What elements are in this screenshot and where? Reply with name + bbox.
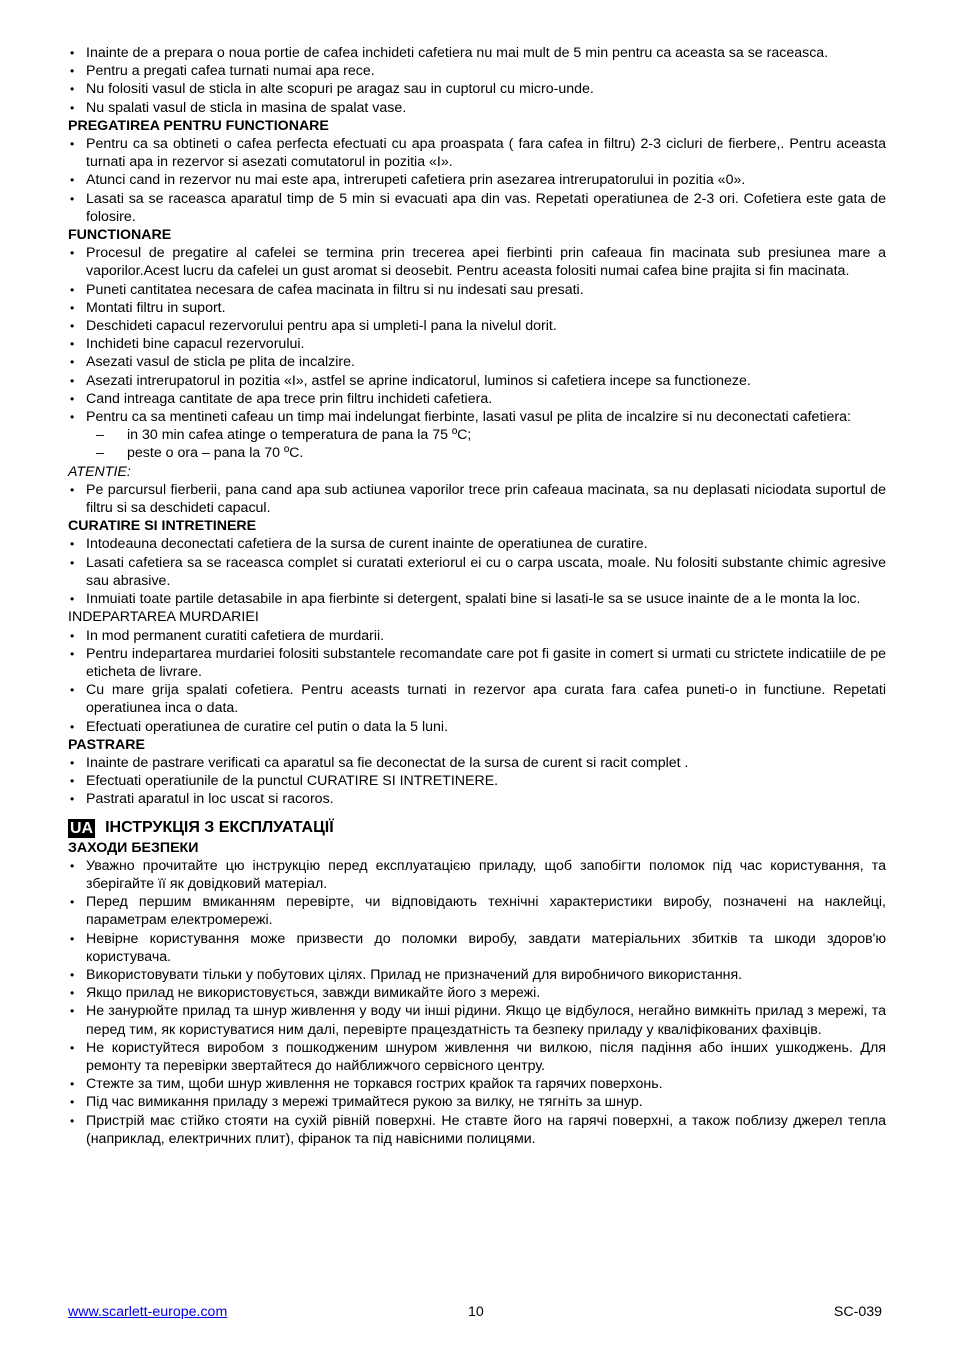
list-item: • Pentru indepartarea murdariei folositi substantele recomandate care pot fi gasite in comert si urmati cu strictete indicatiile de pe eticheta de livrare. bbox=[68, 645, 886, 681]
list-item: – peste o ora – pana la 70 ºC. bbox=[86, 444, 886, 462]
list-item: • Стежте за тим, щоби шнур живлення не торкався гострих крайок та гарячих поверхонь. bbox=[68, 1075, 886, 1093]
list-item: • Якщо прилад не використовується, завжди вимикайте його з мережі. bbox=[68, 984, 886, 1002]
function-sublist bbox=[68, 426, 886, 462]
storage-list bbox=[68, 754, 886, 809]
intro-list bbox=[68, 44, 886, 117]
list-item: • Intodeauna deconectati cafetiera de la sursa de curent inainte de operatiunea de curatire. bbox=[68, 535, 886, 553]
list-item: • Efectuati operatiunile de la punctul CURATIRE SI INTRETINERE. bbox=[68, 772, 886, 790]
section-heading-prep: PREGATIREA PENTRU FUNCTIONARE bbox=[68, 117, 329, 134]
website-link[interactable]: www.scarlett-europe.com bbox=[68, 1304, 228, 1320]
list-item: • Asezati vasul de sticla pe plita de incalzire. bbox=[68, 353, 886, 371]
model-number: SC-039 bbox=[833, 1304, 882, 1320]
list-item: • Pentru a pregati cafea turnati numai apa rece. bbox=[68, 62, 886, 80]
attention-label: ATENTIE: bbox=[68, 463, 131, 480]
cleaning-list bbox=[68, 535, 886, 608]
list-item: • Nu folositi vasul de sticla in alte scopuri pe aragaz sau in cuptorul cu micro-unde. bbox=[68, 80, 886, 98]
list-item: • Inchideti bine capacul rezervorului. bbox=[68, 335, 886, 353]
list-item: • Atunci cand in rezervor nu mai este apa, intrerupeti cafetiera prin asezarea intrerupatorului in pozitia «0». bbox=[68, 171, 886, 189]
list-item: • Lasati sa se raceasca aparatul timp de 5 min si evacuati apa din vas. Repetati operatiunea de 2-3 ori. Cofetiera este gata de folosire. bbox=[68, 190, 886, 226]
list-item: • Nu spalati vasul de sticla in masina de spalat vase. bbox=[68, 99, 886, 117]
section-heading-cleaning: CURATIRE SI INTRETINERE bbox=[68, 518, 257, 535]
document-page bbox=[68, 44, 886, 1148]
function-list bbox=[68, 244, 886, 426]
list-item: • Пристрій має стійко стояти на сухій рівній поверхні. Не ставте його на гарячі поверхні, а також поблизу джерел тепла (наприклад, електричних плит), фіранок та під навісними полицями. bbox=[68, 1112, 886, 1148]
list-item: • Невірне користування може призвести до поломки виробу, завдати матеріальних збитків та шкоди здоров'ю користувача. bbox=[68, 930, 886, 966]
list-item: • Pentru ca sa obtineti o cafea perfecta efectuati cu apa proaspata ( fara cafea in filtru) 2-3 cicluri de fierbere,. Pentru aceasta turnati apa in rezervor si asezati comutatorul in pozitia «I». bbox=[68, 135, 886, 171]
list-item: • Efectuati operatiunea de curatire cel putin o data la 5 luni. bbox=[68, 718, 886, 736]
list-item: • Inmuiati toate partile detasabile in apa fierbinte si detergent, spalati bine si lasati-le sa se usuce inainte de a le monta la loc. bbox=[68, 590, 886, 608]
prep-list bbox=[68, 135, 886, 226]
descaling-list bbox=[68, 627, 886, 736]
list-item: • Inainte de pastrare verificati ca aparatul sa fie deconectat de la sursa de curent si racit complet . bbox=[68, 754, 886, 772]
attention-list bbox=[68, 481, 886, 517]
list-item: • Asezati intrerupatorul in pozitia «I», astfel se aprine indicatorul, luminos si cafetiera incepe sa functioneze. bbox=[68, 372, 886, 390]
list-item: • In mod permanent curatiti cafetiera de murdarii. bbox=[68, 627, 886, 645]
list-item: • Inainte de a prepara o noua portie de cafea inchideti cafetiera nu mai mult de 5 min pentru ca aceasta sa se raceasca. bbox=[68, 44, 886, 62]
list-item: • Під час вимикання приладу з мережі тримайтеся рукою за вилку, не тягніть за шнур. bbox=[68, 1093, 886, 1111]
language-badge: UA bbox=[70, 820, 94, 838]
list-item: • Cu mare grija spalati cofetiera. Pentru aceasts turnati in rezervor apa curata fara cafea puneti-o in functiune. Repetati operatiunea inca o data. bbox=[68, 681, 886, 717]
section-heading-descaling: INDEPARTAREA MURDARIEI bbox=[68, 609, 259, 626]
list-item: • Cand intreaga cantitate de apa trece prin filtru inchideti cafetiera. bbox=[68, 390, 886, 408]
list-item: • Lasati cafetiera sa se raceasca complet si curatati exteriorul ei cu o carpa uscata, moale. Nu folositi substante chimic agresive sau abrasive. bbox=[68, 554, 886, 590]
list-item: • Pe parcursul fierberii, pana cand apa sub actiunea vaporilor trece prin cafeaua macinata, sa nu deplasati niciodata suportul de filtru si sa deschideti capacul. bbox=[68, 481, 886, 517]
section-heading-function: FUNCTIONARE bbox=[68, 227, 172, 244]
list-item: • Montati filtru in suport. bbox=[68, 299, 886, 317]
page-footer bbox=[68, 1304, 886, 1322]
list-item: • Перед першим вмиканням перевірте, чи відповідають технічні характеристики виробу, позначені на наклейці, параметрам електромережі. bbox=[68, 893, 886, 929]
section-heading-storage: PASTRARE bbox=[68, 736, 145, 753]
list-item: • Puneti cantitatea necesara de cafea macinata in filtru si nu indesati sau presati. bbox=[68, 281, 886, 299]
list-item: • Deschideti capacul rezervorului pentru apa si umpleti-l pana la nivelul dorit. bbox=[68, 317, 886, 335]
list-item: • Не занурюйте прилад та шнур живлення у воду чи інші рідини. Якщо це відбулося, негайно вимкніть прилад з мережі, та перед тим, як користуватися ним далі, перевірте працездатність та безпеку приладу у кваліфікованих фахівців. bbox=[68, 1002, 886, 1038]
list-item: • Уважно прочитайте цю інструкцію перед експлуатацією приладу, щоб запобігти поломок під час користування, та зберігайте її як довідковий матеріал. bbox=[68, 857, 886, 893]
ua-section-title bbox=[68, 819, 886, 839]
list-item: • Pastrati aparatul in loc uscat si racoros. bbox=[68, 790, 886, 808]
page-number: 10 bbox=[468, 1304, 484, 1320]
ua-manual-title: ІНСТРУКЦІЯ З ЕКСПЛУАТАЦІЇ bbox=[105, 819, 334, 837]
section-heading-safety: ЗАХОДИ БЕЗПЕКИ bbox=[68, 839, 199, 856]
list-item: • Не користуйтеся виробом з пошкодженим шнуром живлення чи вилкою, після падіння або інших ушкоджень. Для ремонту та перевірки звертайтеся до найближчого сервісного центру. bbox=[68, 1039, 886, 1075]
list-item: • Використовувати тільки у побутових цілях. Прилад не призначений для виробничого використання. bbox=[68, 966, 886, 984]
list-item: • Pentru ca sa mentineti cafeau un timp mai indelungat fierbinte, lasati vasul pe plita de incalzire si nu deconectati cafetiera: bbox=[68, 408, 886, 426]
list-item: • Procesul de pregatire al cafelei se termina prin trecerea apei fierbinti prin cafeaua fin macinata sub presiunea mare a vaporilor.Acest lucru da cafelei un gust aromat si deosebit. Pentru aceasta folositi numai cafea bine prajita si fin macinata. bbox=[68, 244, 886, 280]
safety-list bbox=[68, 857, 886, 1148]
list-item: – in 30 min cafea atinge o temperatura de pana la 75 ºC; bbox=[86, 426, 886, 444]
